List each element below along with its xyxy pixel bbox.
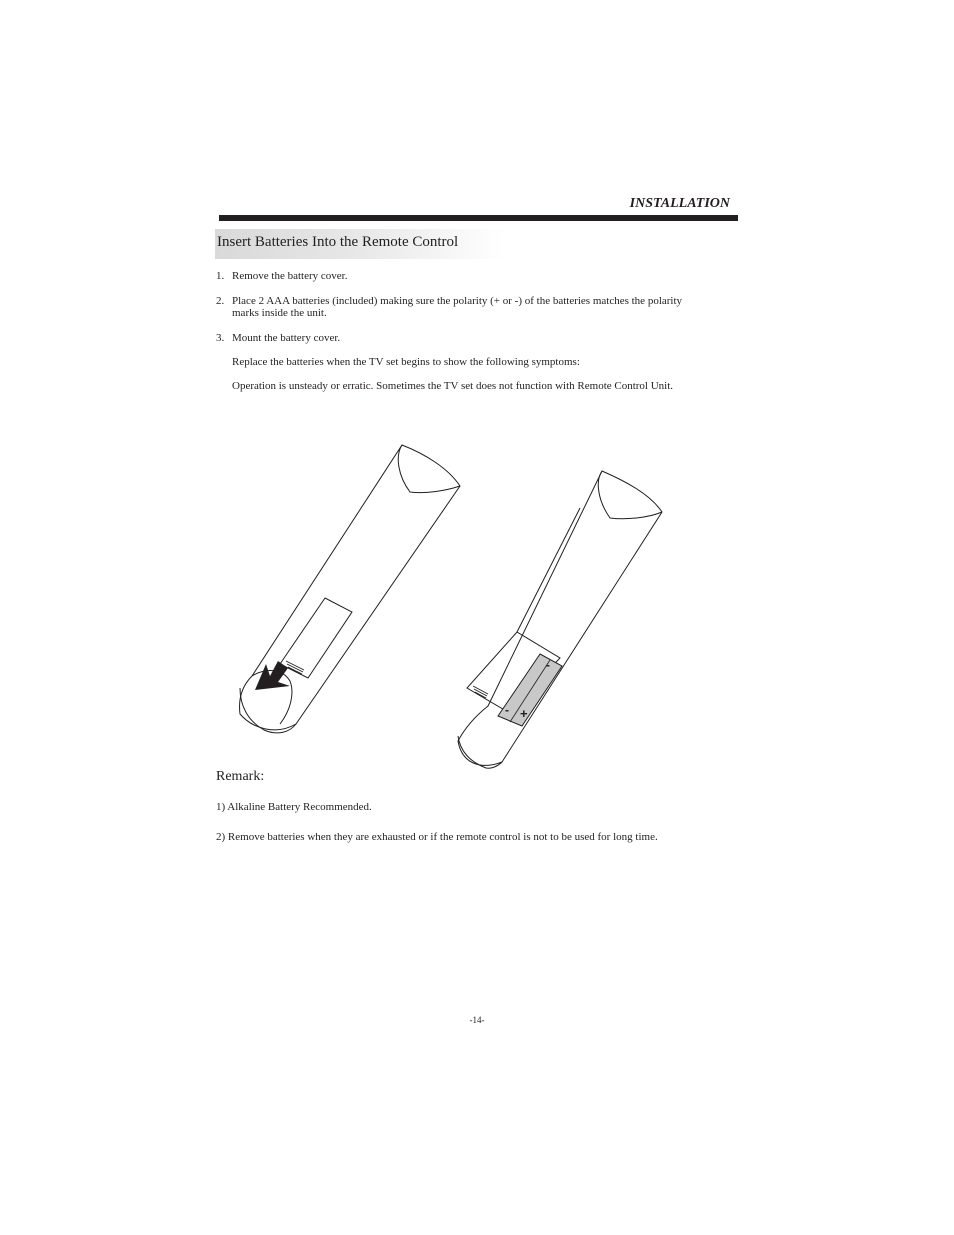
remark-title: Remark:: [216, 769, 265, 784]
remark-item-2: 2) Remove batteries when they are exhausted or if the remote control is not to be used for long time.: [216, 831, 658, 843]
step-text: Remove the battery cover.: [232, 270, 348, 282]
polarity-minus-1: -: [505, 703, 509, 717]
step-number: 2.: [216, 295, 225, 307]
step-number: 3.: [216, 332, 225, 344]
left-remote-top-cap: [398, 445, 460, 493]
note-symptoms: Replace the batteries when the TV set begins to show the following symptoms:: [232, 356, 580, 368]
page-number: -14-: [469, 1015, 485, 1025]
header-rule: [219, 215, 738, 221]
step-3: [216, 332, 736, 344]
section-label: INSTALLATION: [629, 196, 730, 211]
right-remote-bottom-end: [458, 736, 502, 768]
step-2: [216, 295, 736, 319]
right-remote-body: [458, 471, 662, 765]
remark-item-1: 1) Alkaline Battery Recommended.: [216, 801, 372, 813]
polarity-plus: +: [520, 706, 528, 721]
step-number: 1.: [216, 270, 225, 282]
step-text-continued: marks inside the unit.: [232, 307, 327, 319]
right-remote-top-cap: [598, 471, 662, 519]
section-title: Insert Batteries Into the Remote Control: [217, 234, 459, 250]
polarity-minus-2: -: [546, 658, 550, 672]
step-1: [216, 270, 736, 282]
remote-battery-illustration: [230, 436, 690, 771]
step-text: Mount the battery cover.: [232, 332, 341, 344]
note-operation: Operation is unsteady or erratic. Sometimes the TV set does not function with Remote Control Unit.: [232, 380, 674, 392]
step-text: Place 2 AAA batteries (included) making sure the polarity (+ or -) of the batteries matches the polarity: [232, 295, 683, 307]
